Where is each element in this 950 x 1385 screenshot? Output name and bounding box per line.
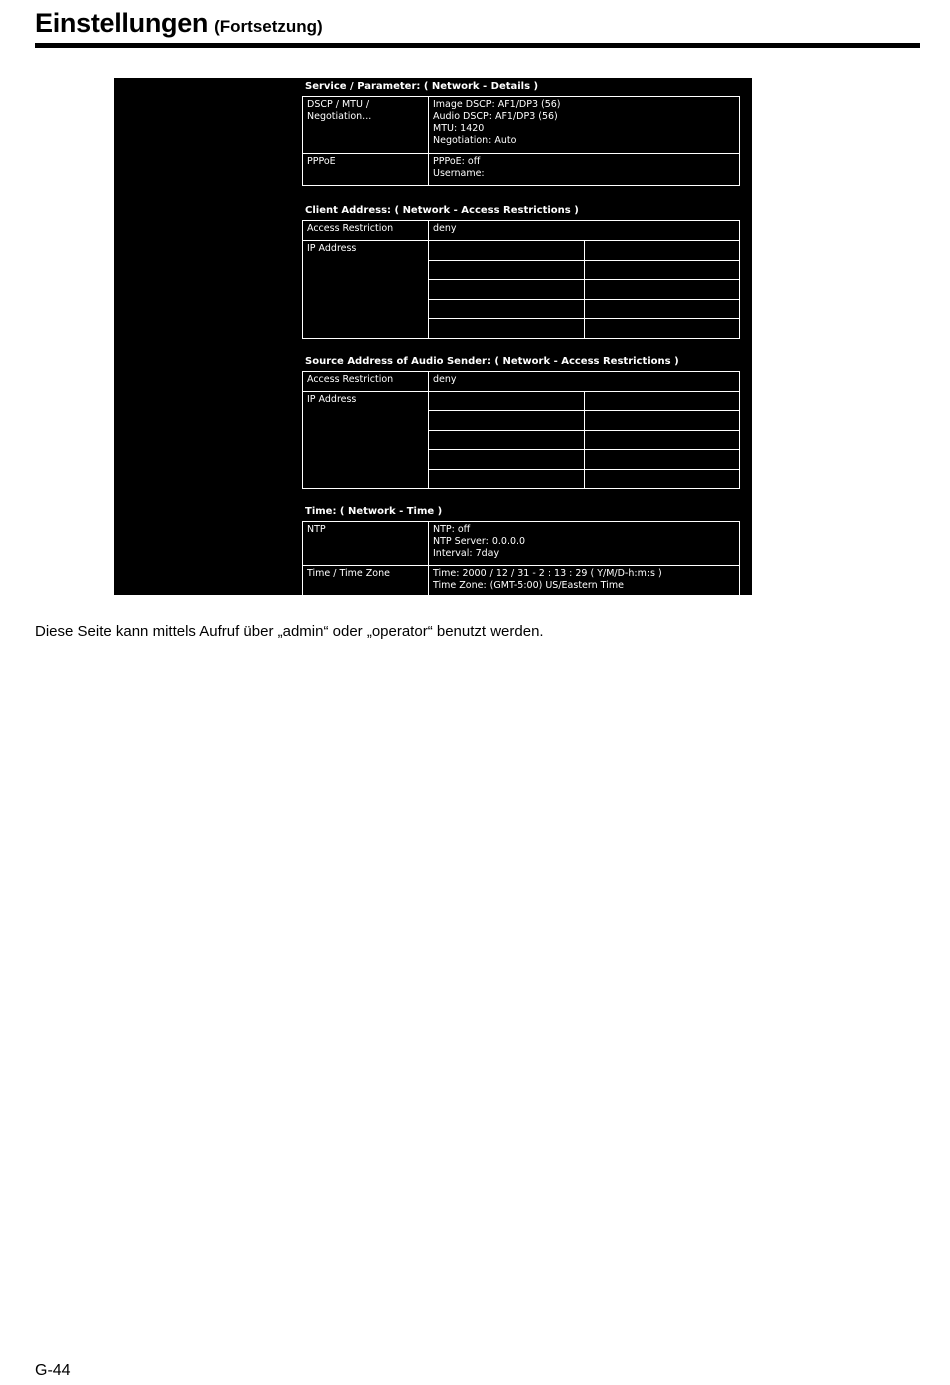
service-row-dscp	[303, 97, 740, 154]
time-value-line: Time: 2000 / 12 / 31 - 2 : 13 : 29 ( Y/M/D-h:m:s )	[433, 568, 662, 579]
page-title: Einstellungen	[35, 8, 209, 38]
client-ip-field[interactable]	[429, 260, 585, 280]
client-access-label: Access Restriction	[303, 221, 429, 241]
service-value-line: Username:	[433, 168, 485, 179]
service-value-line: Negotiation: Auto	[433, 135, 517, 146]
client-ip-field[interactable]	[585, 280, 740, 300]
service-label-cell	[303, 154, 429, 186]
audio-ip-field[interactable]	[429, 411, 585, 431]
audio-ip-field[interactable]	[585, 430, 740, 450]
service-value-cell	[429, 97, 740, 154]
service-label-cell	[303, 97, 429, 154]
settings-content	[302, 78, 740, 598]
time-value-line: Interval: 7day	[433, 548, 500, 559]
time-value-cell	[429, 522, 740, 566]
client-ip-field[interactable]	[429, 241, 585, 261]
audio-ip-field[interactable]	[429, 450, 585, 470]
time-table	[302, 521, 740, 598]
audio-ip-field[interactable]	[585, 411, 740, 431]
service-label-line: DSCP / MTU /	[307, 99, 370, 110]
audio-ip-field[interactable]	[429, 430, 585, 450]
time-label-cell	[303, 566, 429, 598]
client-ip-field[interactable]	[585, 299, 740, 319]
time-heading: Time: ( Network - Time )	[305, 506, 443, 517]
time-label-cell	[303, 522, 429, 566]
client-ip-field[interactable]	[429, 280, 585, 300]
service-value-line: Image DSCP: AF1/DP3 (56)	[433, 99, 561, 110]
audio-ip-field[interactable]	[585, 469, 740, 489]
audio-heading: Source Address of Audio Sender: ( Network - Access Restrictions )	[305, 355, 679, 367]
client-access-row	[303, 221, 740, 241]
audio-ip-field[interactable]	[429, 469, 585, 489]
service-value-line: MTU: 1420	[433, 123, 485, 134]
caption-text: Diese Seite kann mittels Aufruf über „admin“ oder „operator“ benutzt werden.	[35, 623, 544, 640]
client-ip-field[interactable]	[585, 319, 740, 339]
audio-access-row	[303, 371, 740, 391]
service-label-line: PPPoE	[307, 156, 336, 167]
time-row-zone	[303, 566, 740, 598]
page-header	[35, 8, 920, 48]
time-value-line: Time Zone: (GMT-5:00) US/Eastern Time	[433, 580, 624, 591]
audio-ip-field[interactable]	[585, 450, 740, 470]
audio-ip-label: IP Address	[303, 391, 429, 489]
time-row-ntp	[303, 522, 740, 566]
audio-ip-field[interactable]	[429, 391, 585, 411]
service-table	[302, 96, 740, 186]
time-label-line: Time / Time Zone	[307, 568, 390, 579]
audio-ip-row	[303, 391, 740, 411]
settings-screenshot	[114, 78, 752, 595]
page-number: G-44	[35, 1362, 71, 1379]
client-heading: Client Address: ( Network - Access Restrictions )	[305, 205, 579, 216]
client-table	[302, 220, 740, 339]
client-access-value: deny	[429, 221, 740, 241]
client-ip-field[interactable]	[429, 319, 585, 339]
service-value-line: PPPoE: off	[433, 156, 481, 167]
service-value-line: Audio DSCP: AF1/DP3 (56)	[433, 111, 558, 122]
time-label-line: NTP	[307, 524, 326, 535]
audio-access-value: deny	[429, 371, 740, 391]
client-ip-field[interactable]	[585, 241, 740, 261]
audio-access-label: Access Restriction	[303, 371, 429, 391]
time-value-cell	[429, 566, 740, 598]
client-ip-field[interactable]	[585, 260, 740, 280]
client-ip-row	[303, 241, 740, 261]
service-value-cell	[429, 154, 740, 186]
service-label-line: Negotiation...	[307, 111, 372, 122]
audio-table	[302, 371, 740, 490]
audio-ip-field[interactable]	[585, 391, 740, 411]
time-value-line: NTP Server: 0.0.0.0	[433, 536, 526, 547]
time-value-line: NTP: off	[433, 524, 471, 535]
service-row-pppoe	[303, 154, 740, 186]
page-subtitle: (Fortsetzung)	[214, 17, 323, 36]
client-ip-label: IP Address	[303, 241, 429, 339]
client-ip-field[interactable]	[429, 299, 585, 319]
service-heading: Service / Parameter: ( Network - Details )	[305, 81, 539, 92]
